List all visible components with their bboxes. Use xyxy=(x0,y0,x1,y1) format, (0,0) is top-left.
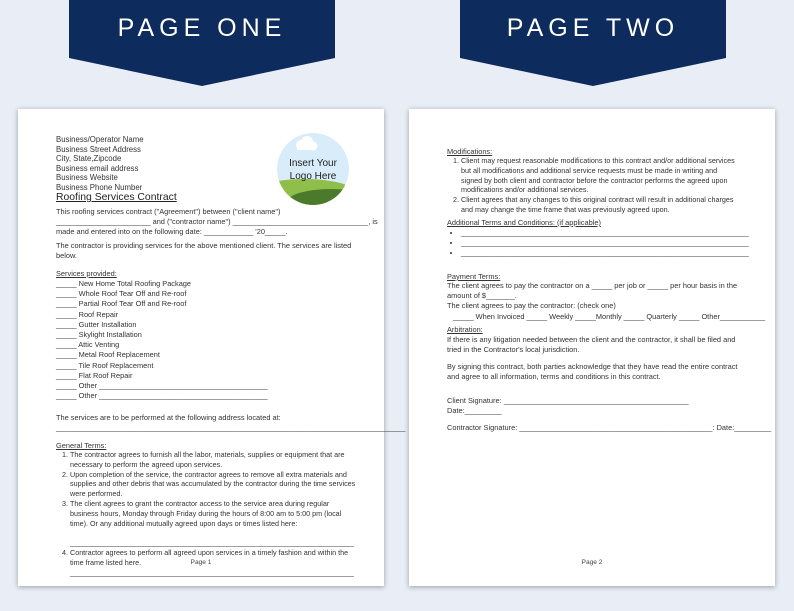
term-text: Contractor agrees to perform all agreed upon services in a timely fashion and within the time frame listed here. xyxy=(70,547,349,567)
intro-line: made and entered into on the following date: ____________ '20_____. xyxy=(56,227,288,237)
provider-line: below. xyxy=(56,251,77,261)
banner-shape xyxy=(69,0,335,86)
service-item: _____ Attic Venting xyxy=(56,340,120,350)
service-item: _____ Other _________________________________________ xyxy=(56,391,268,401)
service-item: _____ Tile Roof Replacement xyxy=(56,360,154,370)
logo-placeholder xyxy=(276,132,350,206)
service-item: _____ Roof Repair xyxy=(56,309,119,319)
term-blank: _______________________________________________________________________ xyxy=(70,567,354,577)
page-footer: Page 2 xyxy=(581,559,603,566)
arbitration-heading: Arbitration: xyxy=(447,325,483,334)
acknowledgement-line: and agree to all information, terms and conditions in this contract. xyxy=(447,372,661,382)
business-line: Business Street Address xyxy=(56,144,141,154)
service-item: _____ Gutter Installation xyxy=(56,319,137,329)
business-info xyxy=(56,135,144,193)
logo-text xyxy=(276,157,350,183)
service-item: _____ Skylight Installation xyxy=(56,330,142,340)
business-line: City, State,Zipcode xyxy=(56,154,122,164)
service-item: _____ Other _________________________________________ xyxy=(56,381,268,391)
modifications-list xyxy=(447,156,737,215)
address-blank: _____________________________________________________________________________________ xyxy=(56,423,406,432)
acknowledgement-line: By signing this contract, both parties acknowledge that they have read the entire contract xyxy=(447,362,738,371)
contract-page-2 xyxy=(409,109,775,586)
banner-shape xyxy=(460,0,726,86)
banner-page-one xyxy=(69,0,335,86)
logo-text-line: Insert Your xyxy=(289,158,337,169)
banner-page-two xyxy=(460,0,726,86)
modifications-heading: Modifications: xyxy=(447,147,493,156)
payment-line: The client agrees to pay the contractor: (check one) xyxy=(447,301,616,311)
service-item: _____ Metal Roof Replacement xyxy=(56,350,160,360)
arbitration-text xyxy=(447,335,735,355)
business-line: Business/Operator Name xyxy=(56,135,144,144)
service-item: _____ Flat Roof Repair xyxy=(56,370,133,380)
service-item: _____ New Home Total Roofing Package xyxy=(56,279,192,288)
service-item: _____ Partial Roof Tear Off and Re-roof xyxy=(56,299,187,309)
page-footer: Page 1 xyxy=(190,559,212,566)
term-blank: _______________________________________________________________________ xyxy=(70,538,354,548)
arbitration-line: If there is any litigation needed between the client and the contractor, it shall be filed and xyxy=(447,335,736,344)
term-item xyxy=(70,499,356,548)
client-signature-line[interactable]: Client Signature: _____________________________________________ xyxy=(447,396,689,405)
payment-terms xyxy=(447,281,765,322)
payment-line: The client agrees to pay the contractor on a _____ per job or _____ per hour basis in the xyxy=(447,281,738,290)
business-line: Business email address xyxy=(56,163,139,173)
logo-text-line: Logo Here xyxy=(289,171,337,182)
services-list xyxy=(56,279,268,401)
service-item: _____ Whole Roof Tear Off and Re-roof xyxy=(56,289,187,299)
provider-line: The contractor is providing services for the above mentioned client. The services are listed xyxy=(56,241,352,250)
client-date-line[interactable]: Date:_________ xyxy=(447,406,502,415)
contractor-signature-line[interactable]: Contractor Signature: _______________________________________________: Date:_________ xyxy=(447,423,772,432)
provider-paragraph xyxy=(56,241,351,261)
banner-title-page-two: PAGE TWO xyxy=(506,14,680,42)
address-line: The services are to be performed at the following address located at: xyxy=(56,413,281,422)
acknowledgement-text xyxy=(447,362,737,382)
additional-item: • ______________________________________________________________________ xyxy=(461,228,749,238)
arbitration-line: tried in the Contractor's local jurisdiction. xyxy=(447,345,580,355)
term-text: The client agrees to grant the contractor access to the service area during regular business hours, Monday through Friday during the hours of 8:00 am to 5:00 pm (local time). Or any additional mutually agreed upon days or times listed here: xyxy=(70,498,342,528)
business-line: Business Website xyxy=(56,173,118,183)
payment-heading: Payment Terms: xyxy=(447,272,501,281)
intro-paragraph xyxy=(56,207,378,238)
modification-item: 1. Client may request reasonable modifications to this contract and/or additional services but all modifications and additional service requests must be made in writing and signed by both client and contractor before the contractor performs the agreed upon modifications and/or additional services. xyxy=(461,156,737,195)
services-heading: Services provided: xyxy=(56,269,117,278)
business-line: Business Phone Number xyxy=(56,182,143,192)
additional-terms-heading: Additional Terms and Conditions: (if applicable) xyxy=(447,218,601,227)
general-terms-heading: General Terms: xyxy=(56,441,107,450)
term-item: 1. The contractor agrees to furnish all the labor, materials, supplies or equipment that are necessary to perform the agreed upon services. xyxy=(70,450,356,470)
additional-item: • ______________________________________________________________________ xyxy=(461,248,749,258)
payment-line: _____ When Invoiced _____ Weekly _____Monthly _____ Quarterly _____ Other___________ xyxy=(453,311,766,321)
additional-terms-list xyxy=(447,228,749,259)
banner-title-page-one: PAGE ONE xyxy=(117,14,287,42)
additional-item: • ______________________________________________________________________ xyxy=(461,238,749,248)
contract-page-1 xyxy=(18,109,406,586)
document-title: Roofing Services Contract xyxy=(56,192,177,203)
term-item: 2. Upon completion of the service, the contractor agrees to remove all extra materials and supplies and other debris that was accumulated by the contractor during the time services were performed. xyxy=(70,470,356,499)
payment-line: amount of $_______. xyxy=(447,291,517,301)
modification-item: 2. Client agrees that any changes to this original contract will result in additional charges and may change the time frame that was previously agreed upon. xyxy=(461,195,737,215)
intro-line: This roofing services contract ("Agreement") between ("client name") xyxy=(56,207,281,216)
intro-line: _______________________ and ("contractor name") _________________________________, is xyxy=(56,217,378,227)
